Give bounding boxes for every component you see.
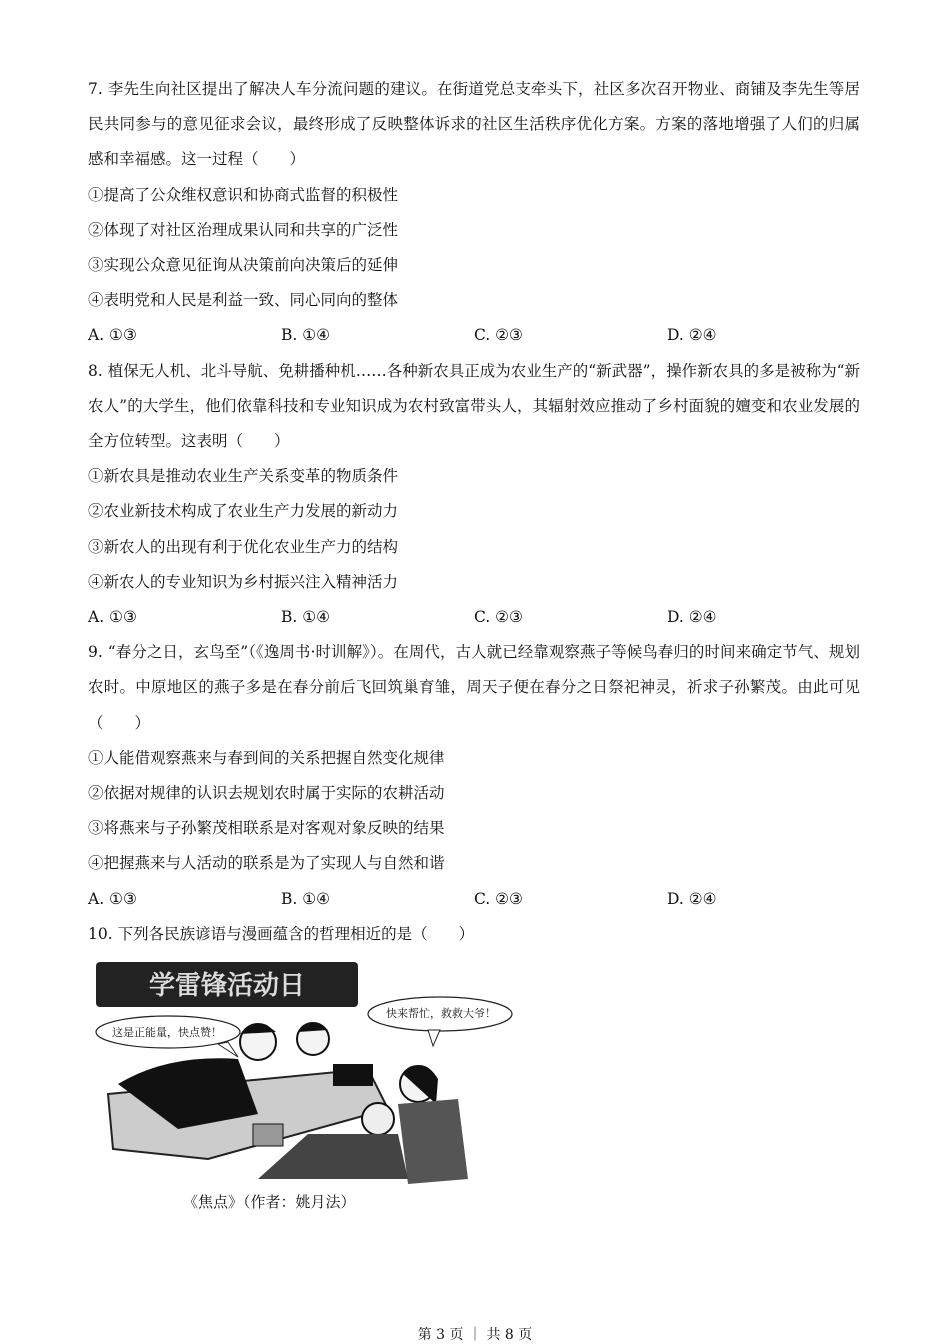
answer-choices bbox=[88, 600, 860, 635]
statement-4: ④把握燕来与人活动的联系是为了实现人与自然和谐 bbox=[88, 854, 445, 873]
cartoon-caption: 《焦点》（作者：姚月法） bbox=[183, 1193, 356, 1212]
answer-choices bbox=[88, 318, 860, 353]
question-8 bbox=[88, 354, 860, 636]
choice-d: D. ②④ bbox=[667, 608, 717, 627]
statement-2: ②依据对规律的认识去规划农时属于实际的农耕活动 bbox=[88, 784, 445, 803]
choice-b: B. ①④ bbox=[281, 608, 331, 627]
statement-3: ③实现公众意见征询从决策前向决策后的延伸 bbox=[88, 256, 399, 275]
statement-2: ②农业新技术构成了农业生产力发展的新动力 bbox=[88, 502, 399, 521]
cartoon-illustration bbox=[88, 954, 528, 1194]
statement-4: ④新农人的专业知识为乡村振兴注入精神活力 bbox=[88, 572, 399, 591]
statement-1: ①提高了公众维权意识和协商式监督的积极性 bbox=[88, 185, 399, 204]
choice-b: B. ①④ bbox=[281, 326, 331, 345]
exam-page-content bbox=[88, 72, 860, 1219]
question-stem: 8. 植保无人机、北斗导航、免耕播种机……各种新农具正成为农业生产的“新武器”，操作新农具的多是被称为“新农人”的大学生，他们依靠科技和专业知识成为农村致富带头人，其辐射效应推动了乡村面貌的嬗变和农业发展的全方位转型。这表明（ ） bbox=[88, 361, 860, 451]
choice-d: D. ②④ bbox=[667, 889, 717, 908]
statement-1: ①新农具是推动农业生产关系变革的物质条件 bbox=[88, 467, 399, 486]
statement-2: ②体现了对社区治理成果认同和共享的广泛性 bbox=[88, 220, 399, 239]
answer-choices bbox=[88, 882, 860, 917]
choice-d: D. ②④ bbox=[667, 326, 717, 345]
statement-4: ④表明党和人民是利益一致、同心同向的整体 bbox=[88, 291, 399, 310]
question-stem: 9. “春分之日，玄鸟至”（《逸周书·时训解》）。在周代，古人就已经靠观察燕子等候鸟春归的时间来确定节气、规划农时。中原地区的燕子多是在春分前后飞回筑巢育雏，周天子便在春分之日祭祀神灵，祈求子孙繁茂。由此可见（ ） bbox=[88, 643, 860, 732]
question-9 bbox=[88, 635, 860, 917]
speech-bubble-left: 这是正能量，快点赞！ bbox=[112, 1026, 222, 1040]
question-10 bbox=[88, 917, 860, 1219]
choice-c: C. ②③ bbox=[474, 326, 523, 345]
question-stem: 10. 下列各民族谚语与漫画蕴含的哲理相近的是（ ） bbox=[88, 924, 475, 943]
choice-a: A. ①③ bbox=[88, 889, 137, 908]
question-stem: 7. 李先生向社区提出了解决人车分流问题的建议。在街道党总支牵头下，社区多次召开物业、商铺及李先生等居民共同参与的意见征求会议，最终形成了反映整体诉求的社区生活秩序优化方案。方案的落地增强了人们的归属感和幸福感。这一过程（ ） bbox=[88, 80, 860, 169]
choice-c: C. ②③ bbox=[474, 889, 523, 908]
statement-3: ③新农人的出现有利于优化农业生产力的结构 bbox=[88, 537, 399, 556]
cartoon-banner: 学雷锋活动日 bbox=[148, 971, 306, 1002]
choice-a: A. ①③ bbox=[88, 608, 137, 627]
speech-bubble-right: 快来帮忙，救救大爷！ bbox=[386, 1007, 496, 1021]
page-footer: 第 3 页 ｜ 共 8 页 bbox=[417, 1327, 533, 1343]
choice-a: A. ①③ bbox=[88, 326, 137, 345]
cartoon-figure bbox=[88, 954, 528, 1219]
choice-b: B. ①④ bbox=[281, 889, 331, 908]
statement-3: ③将燕来与子孙繁茂相联系是对客观对象反映的结果 bbox=[88, 819, 445, 838]
choice-c: C. ②③ bbox=[474, 608, 523, 627]
question-7 bbox=[88, 72, 860, 354]
statement-1: ①人能借观察燕来与春到间的关系把握自然变化规律 bbox=[88, 748, 445, 767]
